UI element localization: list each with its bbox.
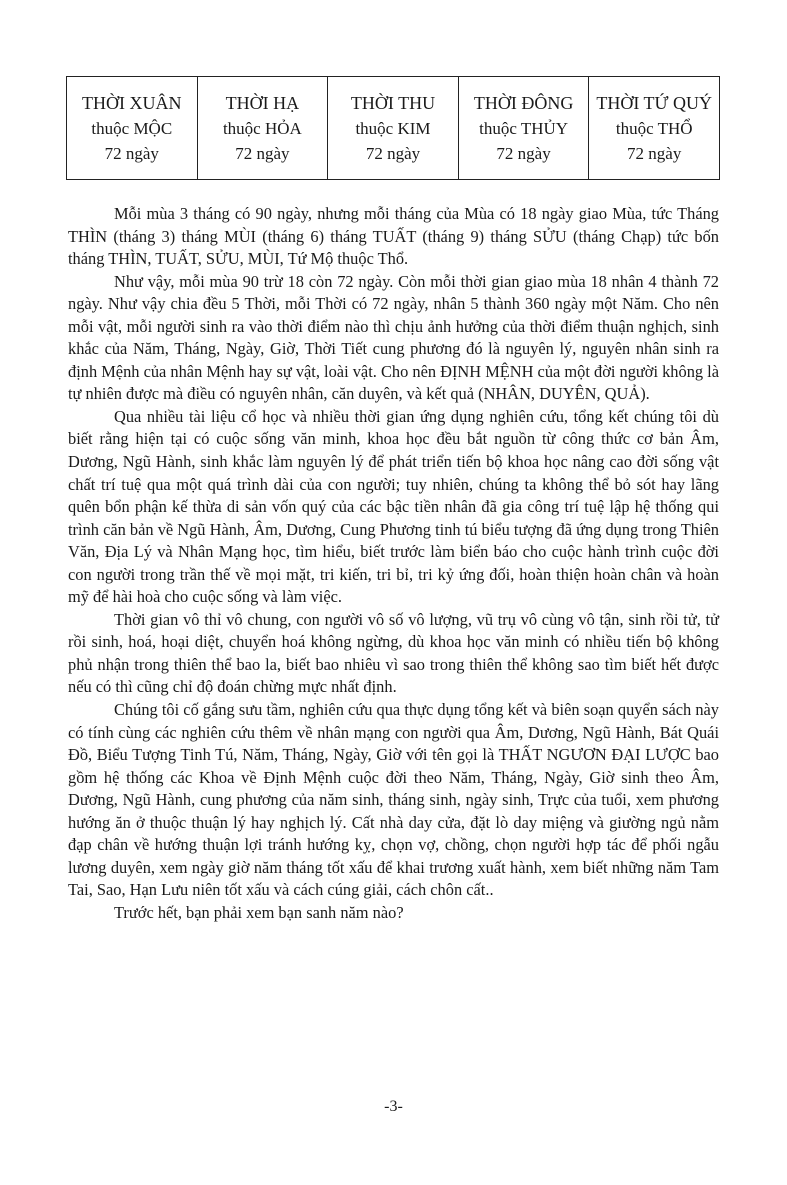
paragraph: Trước hết, bạn phải xem bạn sanh năm nào? [114,902,404,922]
season-days: 72 ngày [104,143,159,163]
body-text [68,203,719,925]
season-cell-winter [458,77,589,180]
paragraph: Mỗi mùa 3 tháng có 90 ngày, nhưng mỗi tháng của Mùa có 18 ngày giao Mùa, tức Tháng THÌN (tháng 3) tháng MÙI (tháng 6) tháng TUẤT (tháng 9) tháng SỬU (tháng Chạp) tức bốn tháng THÌN, TUẤT, SỬU, MÙI, Tứ Mộ thuộc Thổ. [68,204,719,269]
season-element: thuộc THỔ [615,118,693,138]
season-cell-autumn [328,77,459,180]
seasons-row [67,77,720,180]
page-number: -3- [384,1098,403,1115]
season-cell-summer [197,77,328,180]
season-element: thuộc HỎA [222,118,302,138]
season-days: 72 ngày [365,143,421,163]
season-days: 72 ngày [235,143,290,163]
season-days: 72 ngày [627,143,682,163]
paragraph: Qua nhiều tài liệu cổ học và nhiều thời gian ứng dụng nghiên cứu, tổng kết chúng tôi dù biết rằng hiện tại có cuộc sống văn minh, khoa học đều bắt nguồn từ công thức cơ bản Âm, Dương, Ngũ Hành, sinh khắc làm nguyên lý để phát triển tiến bộ khoa học nâng cao đời sống vật chất trí tuệ qua một quá trình dài của con người; tuy nhiên, chúng ta không thể bỏ sót hay lãng quên bổn phận kế thừa di sản vốn quý của các bậc tiền nhân đã gia công trí tuệ lập hệ thống qui trình căn bản về Ngũ Hành, Âm, Dương, Cung Phương tinh tú biểu tượng đã ứng dụng trong Thiên Văn, Địa Lý và Nhân Mạng học, tìm hiểu, biết trước làm biển báo cho cuộc hành trình cuộc đời con người trong trần thế về mọi mặt, tri kiến, tri bỉ, tri kỷ ứng đối, hoàn thiện hoàn chân và hoàn mỹ để hài hoà cho cuộc sống và làm việc. [68,406,719,607]
season-title: THỜI THU [350,92,436,113]
paragraph: Thời gian vô thỉ vô chung, con người vô số vô lượng, vũ trụ vô cùng vô tận, sinh rồi tử, tử rồi sinh, hoá, hoại diệt, chuyển hoá không ngừng, dù khoa học văn minh có nhiều tiến bộ không phủ nhận trong thiên thể bao la, biết bao nhiêu vì sao trong thiên thể không sao tìm biết hết được nếu có thì cũng chỉ độ đoán chừng mực nhất định. [68,609,719,697]
season-element: thuộc KIM [355,118,431,138]
paragraph: Chúng tôi cố gắng sưu tầm, nghiên cứu qua thực dụng tổng kết và biên soạn quyển sách này có tính cùng các nghiên cứu thêm về nhân mạng con người qua Âm, Dương, Ngũ Hành, Bát Quái Đồ, Biểu Tượng Tinh Tú, Năm, Tháng, Ngày, Giờ với tên gọi là THẤT NGƯƠN ĐẠI LƯỢC bao gồm hệ thống các Khoa về Định Mệnh cuộc đời theo Năm, Tháng, Ngày, Giờ sinh theo Âm, Dương, Ngũ Hành, cung phương của năm sinh, tháng sinh, ngày sinh, Trực của tuổi, xem phương hướng ăn ở thuộc thuận lý hay nghịch lý. Cất nhà day cửa, đặt lò day miệng và giường ngủ nằm đạp chân về hướng thuận lợi tránh hướng kỵ, chọn vợ, chồng, chọn người hợp tác để phối ngẫu lương duyên, xem ngày giờ năm tháng tốt xấu để khai trương xuất hành, xem biết những năm Tam Tai, Sao, Hạn Lưu niên tốt xấu và cách cúng giải, cách chôn cất.. [68,700,719,900]
seasons-table [66,76,720,180]
season-title: THỜI ĐÔNG [473,92,574,113]
season-element: thuộc THỦY [479,118,569,138]
season-days: 72 ngày [496,143,551,163]
season-title: THỜI TỨ QUÝ [596,92,712,113]
paragraph: Như vậy, mỗi mùa 90 trừ 18 còn 72 ngày. Còn mỗi thời gian giao mùa 18 nhân 4 thành 72 ngày. Như vậy chia đều 5 Thời, mỗi Thời có 72 ngày, nhân 5 thành 360 ngày một Năm. Cho nên mỗi vật, mỗi người sinh ra vào thời điểm nào thì chịu ảnh hưởng của thời điểm thuận nghịch, sinh khắc của Năm, Tháng, Ngày, Giờ, Thời Tiết cung phương đó là nguyên lý, nguyên nhân sinh ra định Mệnh của nhân Mệnh hay sự vật, loài vật. Cho nên ĐỊNH MỆNH của một đời người không là tự nhiên được mà điều có nguyên nhân, căn duyên, và kết quả (NHÂN, DUYÊN, QUẢ). [68,271,720,404]
season-title: THỜI XUÂN [82,92,182,113]
season-title: THỜI HẠ [225,92,300,113]
season-cell-tu-quy [589,77,720,180]
season-element: thuộc MỘC [91,118,173,138]
season-cell-spring [67,77,198,180]
